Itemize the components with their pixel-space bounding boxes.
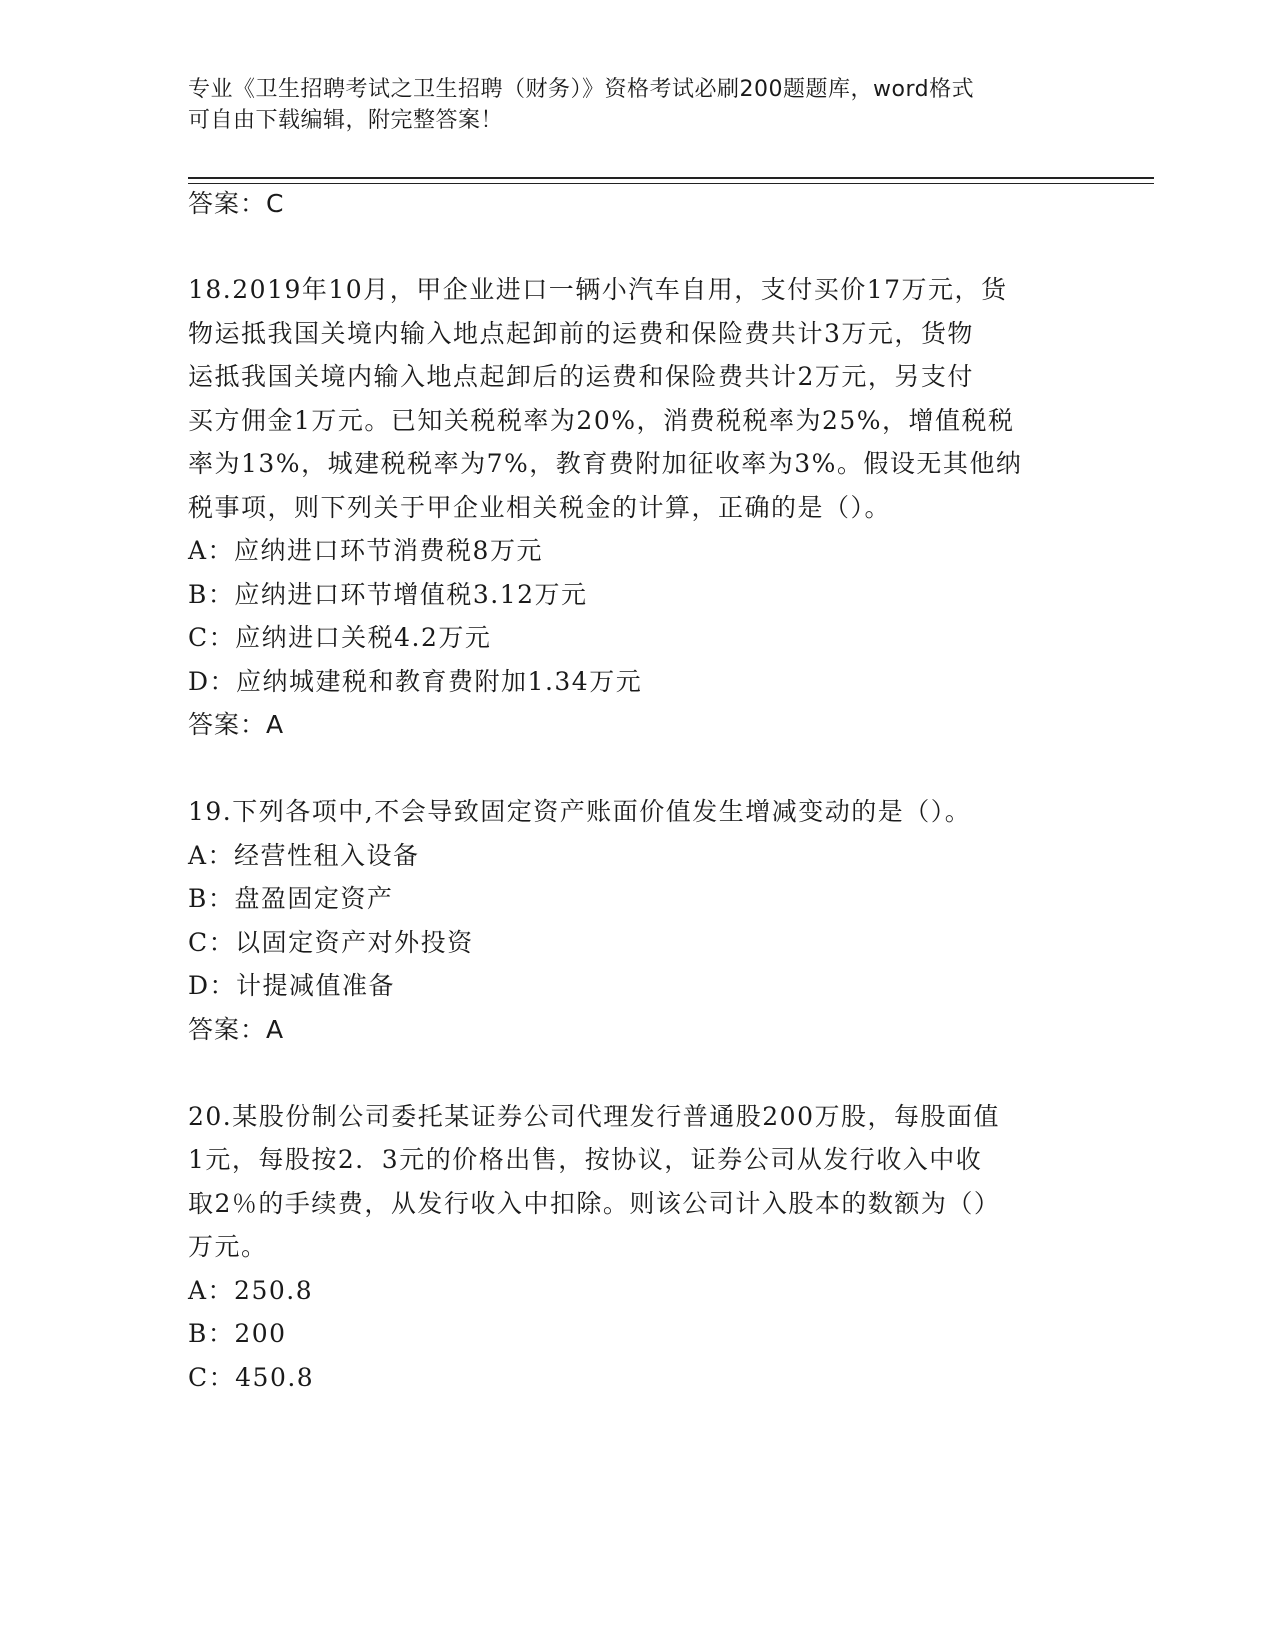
option-c: C：450.8 — [188, 1363, 315, 1392]
question-stem-line: 19.下列各项中,不会导致固定资产账面价值发生增减变动的是（）。 — [188, 797, 972, 826]
question-stem-line: 万元。 — [188, 1232, 268, 1261]
answer-line: 答案：C — [188, 189, 285, 218]
answer-line: 答案：A — [188, 710, 285, 739]
question-stem-line: 20.某股份制公司委托某证券公司代理发行普通股200万股，每股面值 — [188, 1102, 1000, 1131]
option-b: B：200 — [188, 1319, 287, 1348]
option-c: C：应纳进口关税4.2万元 — [188, 623, 492, 652]
option-b: B：盘盈固定资产 — [188, 884, 394, 913]
option-b: B：应纳进口环节增值税3.12万元 — [188, 580, 588, 609]
header-divider-thin — [188, 183, 1154, 184]
question-stem-line: 18.2019年10月，甲企业进口一辆小汽车自用，支付买价17万元，货 — [188, 275, 1008, 304]
question-stem-line: 买方佣金1万元。已知关税税率为20%，消费税税率为25%，增值税税 — [188, 406, 1015, 435]
question-stem-line: 税事项，则下列关于甲企业相关税金的计算，正确的是（）。 — [188, 493, 892, 522]
question-stem-line: 1元，每股按2．3元的价格出售，按协议，证券公司从发行收入中收 — [188, 1145, 983, 1174]
option-a: A：应纳进口环节消费税8万元 — [188, 536, 543, 565]
header-divider — [188, 177, 1154, 179]
document-header — [188, 74, 1088, 136]
option-d: D：应纳城建税和教育费附加1.34万元 — [188, 667, 643, 696]
question-stem-line: 运抵我国关境内输入地点起卸后的运费和保险费共计2万元，另支付 — [188, 362, 974, 391]
answer-line: 答案：A — [188, 1015, 285, 1044]
option-a: A：经营性租入设备 — [188, 841, 420, 870]
question-stem-line: 物运抵我国关境内输入地点起卸前的运费和保险费共计3万元，货物 — [188, 319, 974, 348]
option-d: D：计提减值准备 — [188, 971, 396, 1000]
question-stem-line: 取2％的手续费，从发行收入中扣除。则该公司计入股本的数额为（） — [188, 1189, 1001, 1218]
option-a: A：250.8 — [188, 1276, 314, 1305]
header-line: 可自由下载编辑，附完整答案！ — [188, 108, 504, 133]
question-stem-line: 率为13%，城建税税率为7%，教育费附加征收率为3%。假设无其他纳 — [188, 449, 1023, 478]
option-c: C：以固定资产对外投资 — [188, 928, 474, 957]
header-line: 专业《卫生招聘考试之卫生招聘（财务）》资格考试必刷200题题库，word格式 — [188, 77, 975, 102]
